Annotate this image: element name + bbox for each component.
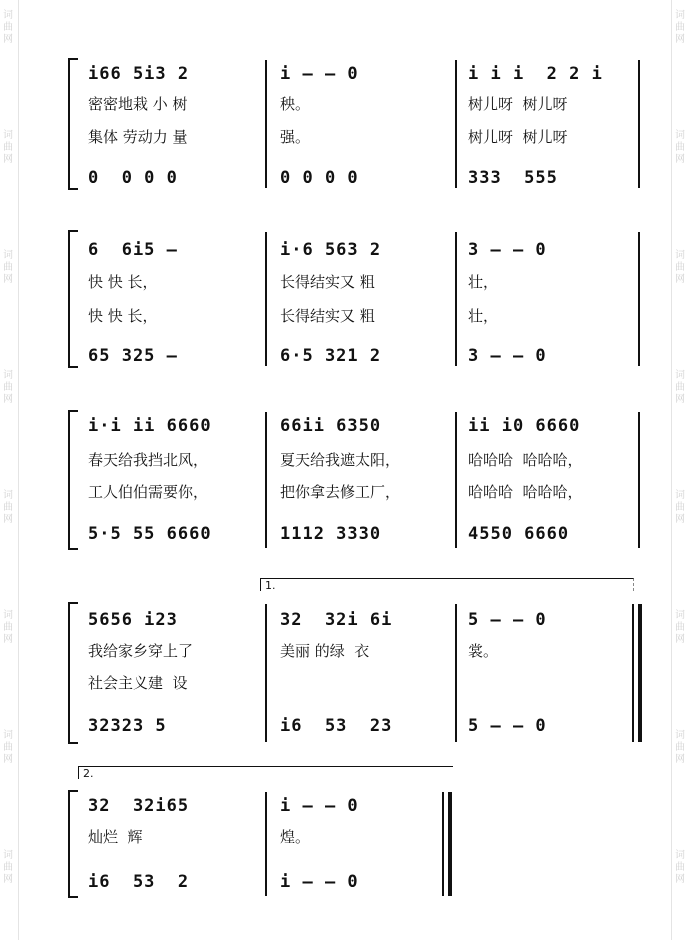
score-system-4: [70, 600, 650, 746]
bass-line: [70, 344, 650, 368]
bass-measure: i6 53 2: [88, 872, 190, 892]
melody-line: [70, 238, 650, 262]
watermark-text: 词曲网: [3, 370, 13, 405]
watermark-text: 词曲网: [675, 610, 685, 645]
lyric-segment: 树儿呀 树儿呀: [468, 128, 568, 146]
watermark-text: 词曲网: [675, 130, 685, 165]
bass-line: [70, 166, 650, 190]
watermark-text: 词曲网: [3, 10, 13, 45]
melody-measure: i — — 0: [280, 796, 359, 816]
melody-measure: 32 32i65: [88, 796, 190, 816]
second-ending-label: 2.: [83, 767, 94, 780]
melody-measure: 3 — — 0: [468, 240, 547, 260]
lyric-segment: 夏天给我遮太阳，: [280, 451, 401, 469]
melody-measure: 6 6i5 —: [88, 240, 178, 260]
lyric-verse-1: [70, 449, 650, 471]
lyric-segment: 美丽 的绿 衣: [280, 642, 370, 660]
lyric-segment: 快 快 长，: [88, 307, 158, 325]
melody-measure: i66 5i3 2: [88, 64, 190, 84]
lyric-verse-2: [70, 672, 650, 694]
lyric-segment: 集体 劳动力 量: [88, 128, 188, 146]
bass-measure: 333 555: [468, 168, 558, 188]
melody-measure: ii i0 6660: [468, 416, 581, 436]
bass-measure: 1112 3330: [280, 524, 382, 544]
bass-measure: i6 53 23: [280, 716, 393, 736]
watermark-text: 词曲网: [3, 130, 13, 165]
lyric-segment: 把你拿去修工厂，: [280, 483, 401, 501]
melody-measure: 66ii 6350: [280, 416, 382, 436]
watermark-text: 词曲网: [675, 730, 685, 765]
bass-measure: 5·5 55 6660: [88, 524, 212, 544]
lyric-segment: 树儿呀 树儿呀: [468, 95, 568, 113]
melody-measure: i i i 2 2 i: [468, 64, 603, 84]
melody-measure: i·6 563 2: [280, 240, 382, 260]
melody-measure: 5656 i23: [88, 610, 178, 630]
lyric-verse-2: [70, 481, 650, 503]
lyric-segment: 工人伯伯需要你，: [88, 483, 209, 501]
bass-line: [70, 870, 650, 894]
score-system-3: [70, 408, 650, 552]
watermark-text: 词曲网: [3, 850, 13, 885]
bass-measure: 4550 6660: [468, 524, 570, 544]
bass-measure: 0 0 0 0: [280, 168, 359, 188]
lyric-verse-1: [70, 271, 650, 293]
lyric-verse-1: [70, 826, 650, 848]
lyric-segment: 壮，: [468, 307, 499, 325]
melody-line: [70, 62, 650, 86]
lyric-segment: 哈哈哈 哈哈哈，: [468, 483, 583, 501]
score-system-5: [70, 788, 650, 900]
melody-measure: i·i ii 6660: [88, 416, 212, 436]
first-ending-label: 1.: [265, 579, 276, 592]
bass-line: [70, 522, 650, 546]
melody-measure: 5 — — 0: [468, 610, 547, 630]
lyric-verse-2: [70, 126, 650, 148]
lyric-segment: 强。: [280, 128, 311, 146]
lyric-verse-1: [70, 93, 650, 115]
first-ending-bracket: [260, 578, 634, 591]
bass-measure: 0 0 0 0: [88, 168, 178, 188]
lyric-segment: 灿烂 辉: [88, 828, 143, 846]
watermark-text: 词曲网: [3, 730, 13, 765]
melody-line: [70, 794, 650, 818]
lyric-segment: 裳。: [468, 642, 499, 660]
lyric-segment: 秧。: [280, 95, 311, 113]
watermark-text: 词曲网: [675, 250, 685, 285]
watermark-strip-right: [671, 0, 690, 940]
bass-measure: 3 — — 0: [468, 346, 547, 366]
melody-line: [70, 608, 650, 632]
lyric-segment: 长得结实又 粗: [280, 273, 375, 291]
bass-measure: 6·5 321 2: [280, 346, 382, 366]
lyric-segment: 壮，: [468, 273, 499, 291]
bass-line: [70, 714, 650, 738]
melody-measure: 32 32i 6i: [280, 610, 393, 630]
melody-line: [70, 414, 650, 438]
watermark-text: 词曲网: [675, 370, 685, 405]
lyric-segment: 春天给我挡北风，: [88, 451, 209, 469]
watermark-text: 词曲网: [3, 490, 13, 525]
lyric-segment: 社会主义建 设: [88, 674, 188, 692]
watermark-text: 词曲网: [675, 490, 685, 525]
lyric-verse-1: [70, 640, 650, 662]
watermark-text: 词曲网: [3, 250, 13, 285]
bass-measure: i — — 0: [280, 872, 359, 892]
watermark-text: 词曲网: [675, 10, 685, 45]
lyric-segment: 煌。: [280, 828, 311, 846]
watermark-text: 词曲网: [675, 850, 685, 885]
score-system-2: [70, 228, 650, 370]
watermark-strip-left: [0, 0, 19, 940]
watermark-text: 词曲网: [3, 610, 13, 645]
lyric-segment: 哈哈哈 哈哈哈，: [468, 451, 583, 469]
score-system-1: [70, 56, 650, 192]
lyric-segment: 长得结实又 粗: [280, 307, 375, 325]
lyric-segment: 我给家乡穿上了: [88, 642, 194, 660]
lyric-segment: 快 快 长，: [88, 273, 158, 291]
second-ending-bracket: [78, 766, 453, 779]
lyric-segment: 密密地栽 小 树: [88, 95, 188, 113]
bass-measure: 32323 5: [88, 716, 167, 736]
bass-measure: 65 325 —: [88, 346, 178, 366]
melody-measure: i — — 0: [280, 64, 359, 84]
lyric-verse-2: [70, 305, 650, 327]
bass-measure: 5 — — 0: [468, 716, 547, 736]
